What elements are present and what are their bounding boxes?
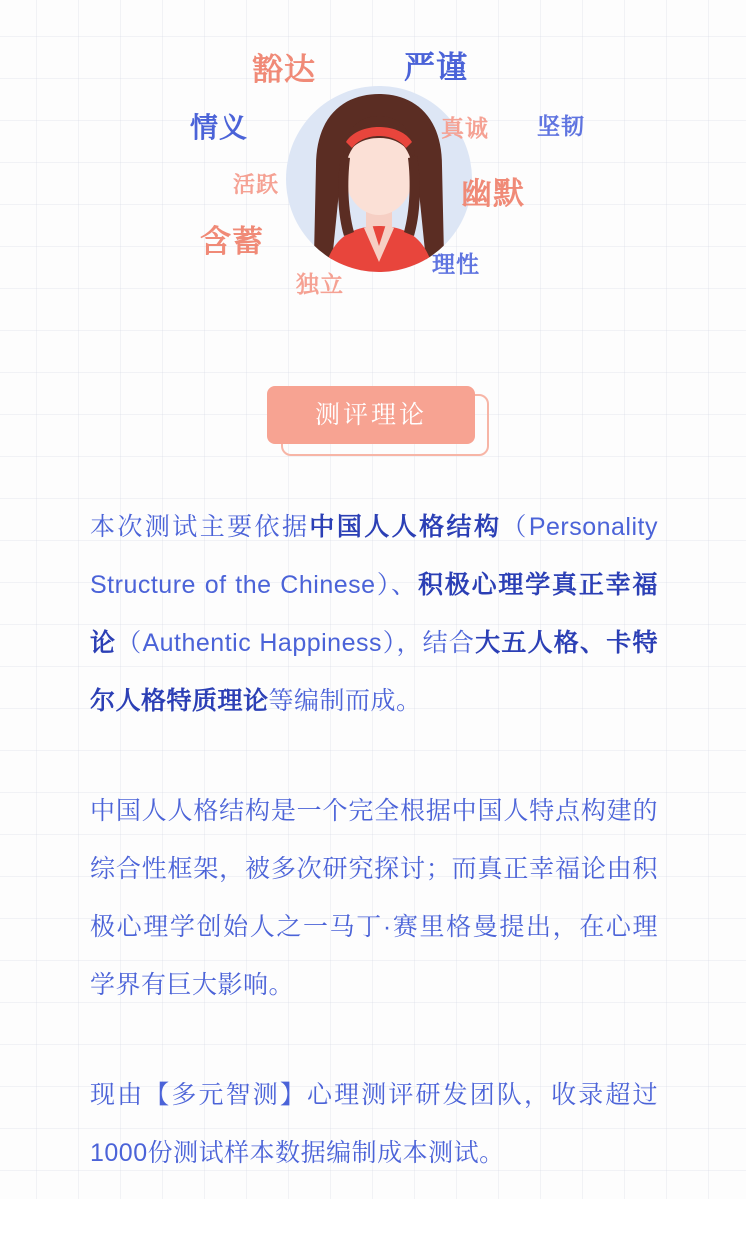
- body-text: 本次测试主要依据: [90, 513, 310, 541]
- tag-word: 活跃: [233, 172, 280, 197]
- tag-word: 含蓄: [200, 224, 264, 259]
- tag-word: 严谨: [404, 50, 468, 85]
- tag-word: 真诚: [441, 115, 489, 141]
- paragraph-theory-basis: [90, 498, 658, 730]
- body-text: 等编制而成。: [268, 687, 422, 715]
- body-text: （Personality Structure of the Chinese）、: [90, 513, 658, 599]
- emphasis-text: 积极心理学真正幸福论: [90, 571, 658, 657]
- article-body: [90, 498, 658, 1234]
- section-title: 测评理论: [267, 386, 475, 444]
- body-text: （Authentic Happiness），结合: [116, 629, 476, 657]
- tag-word: 情义: [190, 112, 249, 143]
- tag-word: 坚韧: [537, 113, 585, 139]
- section-title-block: [0, 380, 746, 470]
- emphasis-text: 中国人人格结构: [309, 513, 502, 541]
- paragraph-team: 现由【多元智测】心理测评研发团队，收录超过1000份测试样本数据编制成本测试。: [90, 1081, 658, 1167]
- hero-section: [0, 0, 746, 330]
- tag-word: 幽默: [461, 176, 525, 211]
- tag-word: 豁达: [252, 52, 316, 87]
- paragraph-framework: 中国人人格结构是一个完全根据中国人特点构建的综合性框架，被多次研究探讨；而真正幸福论由积极心理学创始人之一马丁·赛里格曼提出，在心理学界有巨大影响。: [90, 797, 658, 999]
- tag-word: 独立: [296, 271, 344, 297]
- tag-word: 理性: [432, 251, 480, 277]
- emphasis-text: 大五人格、卡特尔人格特质理论: [90, 629, 658, 715]
